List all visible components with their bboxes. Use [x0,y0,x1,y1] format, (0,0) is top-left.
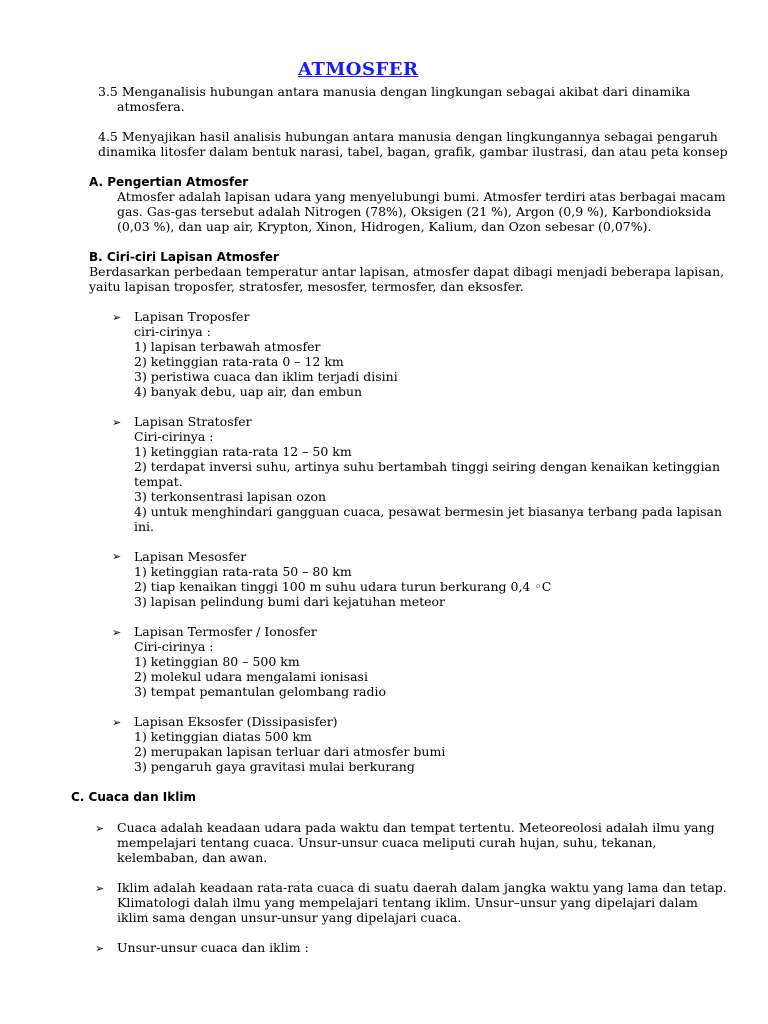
layer-detail-line: 2) ketinggian rata-rata 0 – 12 km [134,354,344,369]
layer-name-troposfer: Lapisan Troposfer [134,309,250,324]
layer-detail-line: 2) terdapat inversi suhu, artinya suhu bertambah tinggi seiring dengan kenaikan ketinggian [134,459,721,474]
layer-name-eksosfer: Lapisan Eksosfer (Dissipasisfer) [134,714,338,729]
kd-4-5-line-2: dinamika litosfer dalam bentuk narasi, tabel, bagan, grafik, gambar ilustrasi, dan atau peta konsep [98,144,728,159]
layer-name-mesosfer: Lapisan Mesosfer [134,549,247,564]
section-a-text-line: (0,03 %), dan uap air, Krypton, Xinon, Hidrogen, Kalium, dan Ozon sebesar (0,07%). [117,219,652,234]
layer-detail-line: 3) peristiwa cuaca dan iklim terjadi disini [134,369,398,384]
layer-detail-line: ini. [134,519,155,534]
layer-detail-line: 1) lapisan terbawah atmosfer [134,339,321,354]
layer-detail-line: 3) lapisan pelindung bumi dari kejatuhan meteor [134,594,446,609]
layer-detail-line: 1) ketinggian rata-rata 50 – 80 km [134,564,352,579]
layer-detail-line: 4) banyak debu, uap air, dan embun [134,384,363,399]
layer-detail-line: 2) molekul udara mengalami ionisasi [134,669,368,684]
layer-detail-line: 3) tempat pemantulan gelombang radio [134,684,387,699]
kd-4-5-line-1: 4.5 Menyajikan hasil analisis hubungan antara manusia dengan lingkungannya sebagai pengaruh [98,129,718,144]
kd-3-5-line-1: 3.5 Menganalisis hubungan antara manusia dengan lingkungan sebagai akibat dari dinamika [98,84,691,99]
section-c-text-line: mempelajari tentang cuaca. Unsur-unsur cuaca meliputi curah hujan, suhu, tekanan, [117,835,657,850]
layer-detail-line: 1) ketinggian diatas 500 km [134,729,312,744]
layer-detail-line: Ciri-cirinya : [134,639,214,654]
layer-detail-line: 4) untuk menghindari gangguan cuaca, pesawat bermesin jet biasanya terbang pada lapisan [134,504,722,519]
section-a-text-line: gas. Gas-gas tersebut adalah Nitrogen (78%), Oksigen (21 %), Argon (0,9 %), Karbondioksida [117,204,712,219]
section-a-heading: A. Pengertian Atmosfer [89,175,249,189]
section-b-intro-line: yaitu lapisan troposfer, stratosfer, mesosfer, termosfer, dan eksosfer. [89,279,524,294]
layer-detail-line: ciri-cirinya : [134,324,211,339]
arrow-bullet-icon: ➢ [95,822,105,835]
arrow-bullet-icon: ➢ [112,550,122,563]
layer-name-termosfer: Lapisan Termosfer / Ionosfer [134,624,317,639]
kd-3-5-line-2: atmosfera. [117,99,185,114]
section-c-text-line: Cuaca adalah keadaan udara pada waktu dan tempat tertentu. Meteoreolosi adalah ilmu yang [117,820,715,835]
layer-detail-line: tempat. [134,474,183,489]
section-c-heading: C. Cuaca dan Iklim [71,790,196,804]
section-c-text-line: Unsur-unsur cuaca dan iklim : [117,940,309,955]
arrow-bullet-icon: ➢ [112,626,122,639]
page-title: ATMOSFER [298,59,419,80]
section-c-text-line: Iklim adalah keadaan rata-rata cuaca di suatu daerah dalam jangka waktu yang lama dan tetap. [117,880,727,895]
arrow-bullet-icon: ➢ [112,716,122,729]
arrow-bullet-icon: ➢ [95,882,105,895]
layer-detail-line: 2) merupakan lapisan terluar dari atmosfer bumi [134,744,446,759]
layer-detail-line: 2) tiap kenaikan tinggi 100 m suhu udara turun berkurang 0,4 ◦C [134,579,552,594]
arrow-bullet-icon: ➢ [112,416,122,429]
layer-detail-line: 3) pengaruh gaya gravitasi mulai berkurang [134,759,415,774]
section-c-text-line: iklim sama dengan unsur-unsur yang dipelajari cuaca. [117,910,462,925]
layer-detail-line: 1) ketinggian rata-rata 12 – 50 km [134,444,352,459]
section-a-text-line: Atmosfer adalah lapisan udara yang menyelubungi bumi. Atmosfer terdiri atas berbagai macam [117,189,726,204]
layer-detail-line: 1) ketinggian 80 – 500 km [134,654,300,669]
arrow-bullet-icon: ➢ [112,311,122,324]
layer-detail-line: Ciri-cirinya : [134,429,214,444]
section-b-intro-line: Berdasarkan perbedaan temperatur antar lapisan, atmosfer dapat dibagi menjadi beberapa lapisan, [89,264,725,279]
layer-name-stratosfer: Lapisan Stratosfer [134,414,252,429]
layer-detail-line: 3) terkonsentrasi lapisan ozon [134,489,327,504]
section-b-heading: B. Ciri-ciri Lapisan Atmosfer [89,250,279,264]
section-c-text-line: Klimatologi dalah ilmu yang mempelajari tentang iklim. Unsur–unsur yang dipelajari dalam [117,895,698,910]
arrow-bullet-icon: ➢ [95,942,105,955]
section-c-text-line: kelembaban, dan awan. [117,850,268,865]
